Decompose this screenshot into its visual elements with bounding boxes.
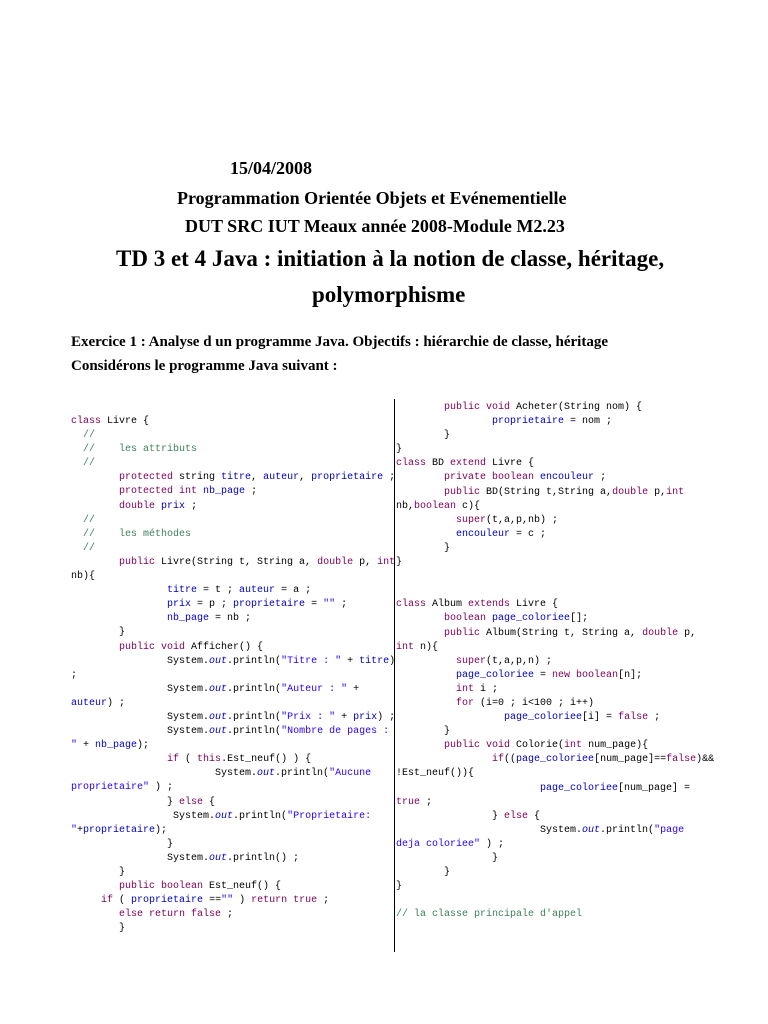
- exercise-intro: Considérons le programme Java suivant :: [71, 358, 338, 374]
- column-divider: [394, 399, 395, 952]
- code-line: public void Acheter(String nom) {: [444, 402, 643, 413]
- code-line: int i ;: [456, 683, 499, 695]
- code-line: }: [71, 838, 174, 850]
- code-line: //: [71, 514, 96, 526]
- code-line: ;: [71, 669, 78, 681]
- code-line: private boolean encouleur ;: [444, 472, 607, 484]
- exercise-heading: Exercice 1 : Analyse d un programme Java. Objectifs : hiérarchie de classe, héritage: [71, 334, 608, 350]
- code-line: System.out.println("page: [396, 824, 685, 836]
- code-line: }: [396, 867, 451, 879]
- code-line: }: [396, 444, 403, 456]
- code-line: public Livre(String t, String a, double p, int: [119, 556, 396, 568]
- code-line: class BD extend Livre {: [396, 458, 535, 470]
- code-line: System.out.println("Prix : " + prix) ;: [71, 711, 396, 723]
- code-line: if((page_coloriee[num_page]==false)&&: [492, 754, 715, 766]
- document-title: TD 3 et 4 Java : initiation à la notion de classe, héritage,: [116, 246, 665, 271]
- code-line: System.out.println("Aucune: [71, 768, 372, 780]
- code-line: proprietaire = nom ;: [492, 416, 613, 428]
- code-line: System.out.println("Auteur : " +: [71, 683, 360, 695]
- code-line: public void Afficher() {: [119, 641, 264, 653]
- code-line: System.out.println("Proprietaire:: [71, 810, 372, 822]
- code-line: //: [71, 542, 96, 554]
- code-line: }: [396, 881, 403, 893]
- code-line: // la classe principale d'appel: [396, 909, 583, 921]
- course-title: Programmation Orientée Objets et Evénementielle: [177, 188, 567, 208]
- program-line: DUT SRC IUT Meaux année 2008-Module M2.23: [185, 216, 565, 236]
- code-line: protected string titre, auteur, proprietaire ;: [119, 472, 396, 484]
- code-line: true ;: [396, 796, 433, 808]
- document-date: 15/04/2008: [230, 158, 313, 178]
- code-line: public void Colorie(int num_page){: [444, 740, 649, 752]
- code-line: for (i=0 ; i<100 ; i++): [456, 697, 595, 709]
- code-line: auteur) ;: [71, 697, 126, 709]
- code-line: "+proprietaire);: [71, 824, 168, 836]
- code-line: } else {: [71, 796, 216, 808]
- code-line: titre = t ; auteur = a ;: [167, 585, 312, 597]
- document-title-continued: polymorphisme: [312, 282, 466, 307]
- code-line: if ( proprietaire =="" ) return true ;: [101, 895, 330, 907]
- code-line: boolean page_coloriee[];: [444, 613, 589, 625]
- code-line: //: [71, 430, 96, 442]
- code-line: System.out.println("Nombre de pages :: [71, 726, 390, 738]
- code-line: else return false ;: [119, 909, 234, 921]
- code-line: // les attributs: [71, 444, 198, 456]
- code-line: class Livre {: [71, 416, 150, 427]
- code-line: page_coloriee = new boolean[n];: [456, 669, 643, 681]
- code-line: prix = p ; proprietaire = "" ;: [167, 599, 348, 611]
- code-line: //: [71, 458, 96, 470]
- code-line: !Est_neuf()){: [396, 768, 475, 780]
- code-line: " + nb_page);: [71, 740, 150, 752]
- code-line: nb){: [71, 571, 96, 583]
- code-line: System.out.println() ;: [71, 852, 300, 864]
- code-line: proprietaire" ) ;: [71, 782, 174, 794]
- code-line: }: [396, 557, 403, 569]
- code-line: }: [396, 853, 499, 864]
- code-line: }: [71, 627, 126, 639]
- code-line: if ( this.Est_neuf() ) {: [167, 754, 312, 766]
- code-line: nb,boolean c){: [396, 500, 481, 512]
- code-line: }: [396, 726, 451, 738]
- code-line: }: [71, 923, 126, 935]
- code-listing-right: [396, 401, 714, 922]
- code-line: public BD(String t,String a,double p,int: [444, 486, 685, 498]
- code-line: super(t,a,p,nb) ;: [456, 514, 559, 526]
- code-line: }: [71, 867, 126, 878]
- code-line: public Album(String t, String a, double p,: [444, 627, 697, 639]
- code-line: encouleur = c ;: [456, 528, 547, 540]
- code-line: class Album extends Livre {: [396, 599, 559, 611]
- code-listing-left: [71, 415, 395, 936]
- code-line: public boolean Est_neuf() {: [119, 881, 282, 893]
- code-line: nb_page = nb ;: [167, 613, 252, 625]
- code-line: int n){: [396, 641, 439, 653]
- code-line: System.out.println("Titre : " + titre): [71, 655, 396, 667]
- code-line: }: [396, 542, 451, 554]
- code-line: }: [396, 430, 451, 442]
- code-line: page_coloriee[i] = false ;: [504, 712, 661, 724]
- code-line: } else {: [396, 810, 541, 822]
- code-line: protected int nb_page ;: [119, 486, 258, 498]
- code-line: // les méthodes: [71, 528, 192, 540]
- code-line: page_coloriee[num_page] =: [540, 782, 691, 794]
- code-line: super(t,a,p,n) ;: [456, 655, 553, 667]
- code-line: double prix ;: [119, 500, 198, 512]
- code-line: deja coloriee" ) ;: [396, 838, 505, 850]
